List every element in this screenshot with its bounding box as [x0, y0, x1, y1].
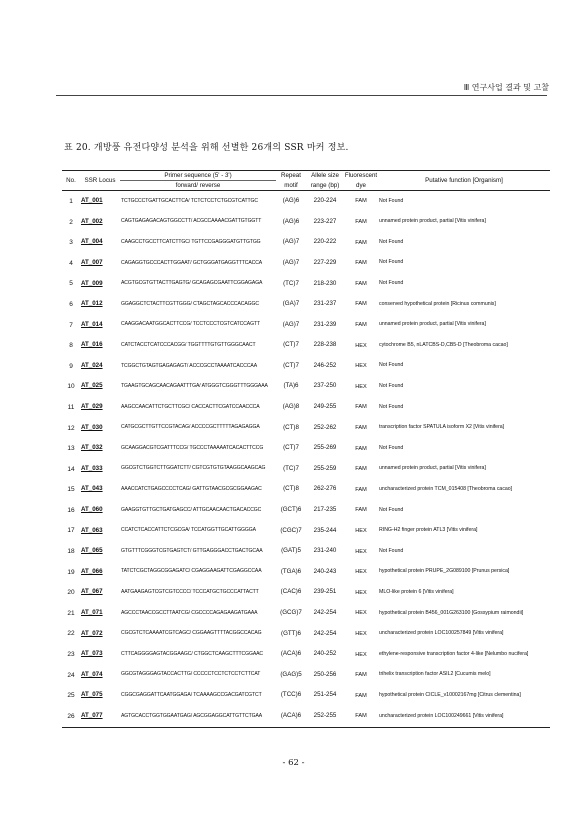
fluorescent-dye: HEX	[355, 342, 367, 349]
fluorescent-dye: FAM	[355, 239, 367, 246]
allele-size: 246-252	[313, 361, 337, 369]
ssr-locus: AT_067	[81, 588, 103, 596]
fluorescent-dye: FAM	[355, 280, 367, 287]
table-row	[62, 459, 550, 480]
header-rule	[56, 95, 547, 96]
table-row	[62, 562, 550, 583]
ssr-locus: AT_024	[81, 361, 103, 369]
ssr-locus: AT_033	[81, 464, 103, 472]
ssr-locus: AT_074	[81, 670, 103, 678]
ssr-marker-table	[62, 170, 550, 728]
repeat-motif: (TC)7	[283, 464, 299, 472]
putative-function: unnamed protein product, partial [Vitis vinifera]	[379, 218, 486, 225]
repeat-motif: (CT)8	[283, 423, 299, 431]
row-number: 5	[69, 280, 73, 288]
ssr-locus: AT_073	[81, 650, 103, 658]
putative-function: Not Found	[379, 444, 404, 451]
row-number: 3	[69, 239, 73, 247]
ssr-locus: AT_012	[81, 300, 103, 308]
primer-sequence: AATGAAGAGTCGTCGTCCCC/ TCCCATGCTGCCCATTACTT	[121, 589, 259, 596]
table-caption: 표 20. 개방풍 유전다양성 분석을 위해 선별한 26개의 SSR 마커 정보.	[64, 143, 349, 153]
putative-function: Not Found	[379, 362, 404, 369]
ssr-locus: AT_075	[81, 691, 103, 699]
putative-function: ethylene-responsive transcription factor 4-like [Nelumbo nucifera]	[379, 650, 529, 657]
table-row	[62, 480, 550, 501]
putative-function: unnamed protein product, partial [Vitis vinifera]	[379, 465, 486, 472]
row-number: 9	[69, 362, 73, 370]
allele-size: 231-240	[313, 547, 337, 555]
putative-function: MLO-like protein 6 [Vitis vinifera]	[379, 588, 454, 595]
table-row	[62, 706, 550, 727]
putative-function: Not Found	[379, 238, 404, 245]
putative-function: Not Found	[379, 280, 404, 287]
repeat-motif: (TCC)6	[280, 691, 302, 699]
table-row	[62, 665, 550, 686]
putative-function: Not Found	[379, 383, 404, 390]
allele-size: 217-235	[313, 506, 337, 514]
primer-sequence: GGAGGCTCTACTTCGTTGGG/ CTAGCTAGCACCCACAGGC	[121, 300, 259, 307]
table-row	[62, 438, 550, 459]
fluorescent-dye: FAM	[355, 198, 367, 205]
row-number: 25	[67, 692, 75, 700]
fluorescent-dye: FAM	[355, 692, 367, 699]
allele-size: 228-238	[313, 341, 337, 349]
ssr-locus: AT_014	[81, 320, 103, 328]
repeat-motif: (GAG)5	[280, 670, 302, 678]
repeat-motif: (AG)8	[282, 403, 300, 411]
table-row	[62, 356, 550, 377]
page-number: - 62 -	[282, 758, 305, 768]
primer-sequence: AGTGCACCTGGTGGAATGAG/ AGCGGAGGCATTGTTCTGAA	[120, 706, 276, 727]
fluorescent-dye: FAM	[355, 404, 367, 411]
running-head: Ⅲ 연구사업 결과 및 고찰	[463, 83, 549, 92]
allele-size: 223-227	[313, 217, 337, 225]
primer-sequence: GGCGTAGGGAGTACCACTTG/ CCCCCTCCTCTCCTCTTCAT	[121, 671, 261, 678]
ssr-locus: AT_071	[81, 609, 103, 617]
repeat-motif: (AG)6	[282, 197, 300, 205]
ssr-locus: AT_002	[81, 217, 103, 225]
repeat-motif: (AG)7	[282, 320, 300, 328]
fluorescent-dye: HEX	[355, 589, 367, 596]
allele-size: 250-256	[313, 670, 337, 678]
primer-sequence: AGCCCTAACCGCCTTAATCG/ CGCCCCAGAGAAGATGAAA	[121, 609, 258, 616]
primer-sequence: CCATCTCACCATTCTCGCGA/ TCCATGGTTGCATTGGGGA	[121, 527, 256, 534]
allele-size: 220-222	[313, 238, 337, 246]
row-number: 12	[67, 424, 75, 432]
row-number: 17	[67, 527, 75, 535]
fluorescent-dye: HEX	[355, 630, 367, 637]
row-number: 19	[67, 568, 75, 576]
row-number: 20	[67, 589, 75, 597]
header-repeat: Repeat	[276, 171, 306, 181]
ssr-locus: AT_016	[81, 341, 103, 349]
allele-size: 235-244	[313, 526, 337, 534]
fluorescent-dye: HEX	[355, 569, 367, 576]
primer-sequence: GCAAGGACGTCGATTTCCG/ TGCCCTAAAAATCACACTTCCG	[121, 444, 264, 451]
fluorescent-dye: FAM	[355, 445, 367, 452]
putative-function: Not Found	[379, 506, 404, 513]
row-number: 22	[67, 630, 75, 638]
primer-sequence: TGAAGTGCAGCAACAGAATTTGA/ ATGGGTCGGGTTTGGGAAA	[121, 383, 268, 390]
repeat-motif: (CT)7	[283, 341, 299, 349]
row-number: 1	[69, 197, 73, 205]
table-row	[62, 232, 550, 253]
table-row	[62, 335, 550, 356]
header-dye-sub: dye	[344, 181, 378, 191]
row-number: 4	[69, 259, 73, 267]
row-number: 6	[69, 300, 73, 308]
table-row	[62, 603, 550, 624]
primer-sequence: CGGCGAGGATTCAATGGAGA/ TCAAAAGCCGACGATCGTCT	[121, 692, 262, 698]
primer-sequence: TATCTCGCTAGGCGGAGATC/ CGAGGAAGATTCGAGGCCAA	[121, 568, 262, 575]
header-function: Putative function [Organism]	[378, 171, 550, 191]
primer-sequence: CAGTGAGAGACAGTGGCCTT/ ACGCCAAAACGATTGTGGTT	[121, 218, 262, 225]
ssr-locus: AT_043	[81, 485, 103, 493]
table-row	[62, 294, 550, 315]
primer-sequence: GGCGTCTGGTCTTGGATCTT/ CGTCGTGTGTAAGGCAAGCAG	[121, 465, 266, 472]
fluorescent-dye: FAM	[355, 672, 367, 679]
putative-function: cytochrome B5, nLATCBS-D,CB5-D [Theobroma cacao]	[379, 341, 508, 348]
putative-function: hypothetical protein CICLE_v10002167mg [Citrus clementina]	[379, 691, 521, 698]
primer-sequence: ACGTGCGTGTTACTTGAGTG/ GCAGAGCGAATTCGGAGAGA	[121, 280, 263, 287]
table-row	[62, 624, 550, 645]
primer-sequence: AAGCCAACATTCTGCTTCGC/ CACCACTTCGATCCAACCCA	[121, 403, 260, 410]
row-number: 14	[67, 465, 75, 473]
repeat-motif: (GA)7	[282, 300, 300, 308]
table-row	[62, 212, 550, 233]
repeat-motif: (GCG)7	[280, 609, 302, 617]
repeat-motif: (TGA)6	[280, 567, 302, 575]
primer-sequence: GAAGGTGTTGCTGATGAGCC/ ATTGCAACAACTGACACCGC	[121, 506, 262, 513]
repeat-motif: (AG)7	[282, 258, 300, 266]
row-number: 24	[67, 671, 75, 679]
primer-sequence: TCTGCCCTGATTGCACTTCA/ TCTCTCCTCTGCGTCATTGC	[121, 197, 258, 204]
allele-size: 239-251	[313, 588, 337, 596]
ssr-locus: AT_009	[81, 279, 103, 287]
header-locus: SSR Locus	[80, 171, 120, 191]
repeat-motif: (CT)7	[283, 444, 299, 452]
ssr-locus: AT_072	[81, 629, 103, 637]
ssr-locus: AT_065	[81, 547, 103, 555]
row-number: 21	[67, 609, 75, 617]
table-row	[62, 315, 550, 336]
repeat-motif: (CAC)6	[280, 588, 302, 596]
table-row	[62, 686, 550, 707]
repeat-motif: (TC)7	[283, 279, 299, 287]
ssr-locus: AT_004	[81, 238, 103, 246]
repeat-motif: (CT)8	[283, 485, 299, 493]
table-row	[62, 521, 550, 542]
header-primer: Primer sequence (5' - 3')	[120, 171, 276, 181]
putative-function: unnamed protein product, partial [Vitis vinifera]	[379, 321, 486, 328]
ssr-locus: AT_030	[81, 423, 103, 431]
table-row	[62, 274, 550, 295]
putative-function: uncharacterized protein LOC100249661 [Vitis vinifera]	[378, 706, 550, 727]
fluorescent-dye: HEX	[355, 363, 367, 370]
allele-size: 252-255	[306, 706, 344, 727]
fluorescent-dye: HEX	[355, 383, 367, 390]
fluorescent-dye: FAM	[355, 322, 367, 329]
fluorescent-dye: HEX	[355, 610, 367, 617]
putative-function: Not Found	[379, 547, 404, 554]
table-body	[62, 191, 550, 727]
fluorescent-dye: FAM	[355, 219, 367, 226]
header-size: Allele size	[306, 171, 344, 181]
row-number: 18	[67, 548, 75, 556]
allele-size: 231-237	[313, 300, 337, 308]
fluorescent-dye: FAM	[355, 486, 367, 493]
primer-sequence: TCGGCTGTAGTGAGAGAGT/ ACCCGCCTAAAATCACCCAA	[121, 362, 257, 369]
repeat-motif: (ACA)6	[276, 706, 306, 727]
putative-function: Not Found	[379, 403, 404, 410]
fluorescent-dye: FAM	[355, 507, 367, 514]
fluorescent-dye: HEX	[355, 548, 367, 555]
allele-size: 262-276	[313, 485, 337, 493]
header-dye: Fluorescent	[344, 172, 378, 180]
ssr-locus: AT_029	[81, 403, 103, 411]
putative-function: conserved hypothetical protein [Ricinus communis]	[379, 300, 496, 307]
ssr-locus: AT_001	[81, 197, 103, 205]
ssr-locus: AT_060	[81, 506, 103, 514]
table-header	[62, 171, 550, 191]
table-row	[62, 644, 550, 665]
allele-size: 240-252	[313, 650, 337, 658]
primer-sequence: GTGTTTCGGGTCGTGAGTCT/ GTTGAGGGACCTGACTGCAA	[121, 547, 263, 554]
header-no: No.	[62, 171, 80, 191]
ssr-locus: AT_025	[81, 382, 103, 390]
table-row	[62, 418, 550, 439]
allele-size: 251-254	[313, 691, 337, 699]
table-row	[62, 191, 550, 212]
repeat-motif: (ACA)6	[280, 650, 302, 658]
repeat-motif: (AG)7	[282, 238, 300, 246]
putative-function: trihelix transcription factor ASIL2 [Cucumis melo]	[379, 671, 491, 678]
allele-size: 249-255	[313, 403, 337, 411]
allele-size: 252-262	[313, 423, 337, 431]
header-primer-sub: forward/ reverse	[120, 181, 276, 191]
putative-function: RING-H2 finger protein ATL3 [Vitis vinifera]	[379, 527, 478, 534]
repeat-motif: (GTT)6	[281, 629, 301, 637]
row-number: 15	[67, 486, 75, 494]
row-number: 23	[67, 651, 75, 659]
row-number: 7	[69, 321, 73, 329]
primer-sequence: AAACCATCTGAGCCCCTCAG/ GATTGTAACGCGCGGAAGAC	[121, 486, 262, 493]
putative-function: uncharacterized protein LOC100257849 [Vitis vinifera]	[379, 630, 504, 637]
repeat-motif: (CT)7	[283, 361, 299, 369]
primer-sequence: CGCGTCTCAAAATCGTCAGC/ CGGAAGTTTTACGGCCACAG	[121, 630, 262, 637]
row-number: 8	[69, 342, 73, 350]
putative-function: Not Found	[379, 259, 404, 266]
row-number: 11	[67, 403, 75, 411]
allele-size: 220-224	[313, 197, 337, 205]
repeat-motif: (AG)6	[282, 217, 300, 225]
primer-sequence: CTTCAGGGGAGTACGGAAGC/ CTGGCTCAAGCTTTCGGAAC	[121, 650, 264, 657]
fluorescent-dye: HEX	[355, 651, 367, 658]
ssr-locus: AT_007	[81, 258, 103, 266]
allele-size: 255-269	[313, 444, 337, 452]
fluorescent-dye: FAM	[344, 706, 378, 727]
ssr-locus: AT_066	[81, 567, 103, 575]
primer-sequence: CAAGGACAATGGCACTTCCG/ TCCTCCCTCGTCATCCAGTT	[121, 321, 260, 328]
putative-function: hypothetical protein PRUPE_2G089100 [Prunus persica]	[379, 568, 510, 575]
table-row	[62, 397, 550, 418]
repeat-motif: (GAT)5	[281, 547, 301, 555]
putative-function: uncharacterized protein TCM_015408 [Theobroma cacao]	[379, 486, 513, 492]
repeat-motif: (GCT)6	[280, 506, 302, 514]
ssr-locus: AT_032	[81, 444, 103, 452]
putative-function: hypothetical protein B456_001G263100 [Gossypium raimondii]	[379, 609, 524, 616]
table-row	[62, 253, 550, 274]
header-size-sub: range (bp)	[306, 181, 344, 191]
primer-sequence: CAGAGGTGCCCACTTGGAAT/ GCTGGGATGAGGTTTCACCA	[121, 259, 263, 266]
fluorescent-dye: HEX	[355, 527, 367, 534]
fluorescent-dye: FAM	[355, 466, 367, 473]
primer-sequence: CAAGCCTGCCTTCATCTTGC/ TGTTCCGAGGGATGTTGTGG	[121, 238, 261, 245]
row-number: 2	[69, 218, 73, 226]
allele-size: 237-250	[313, 382, 337, 390]
table-row	[62, 541, 550, 562]
fluorescent-dye: FAM	[355, 301, 367, 308]
row-number: 13	[67, 445, 75, 453]
row-number: 16	[67, 506, 75, 514]
fluorescent-dye: FAM	[355, 260, 367, 267]
repeat-motif: (TA)6	[283, 382, 299, 390]
ssr-locus: AT_063	[81, 526, 103, 534]
ssr-locus: AT_077	[80, 706, 120, 727]
primer-sequence: CATGCGCTTGTTCCGTACAG/ ACCCCGCTTTTTAGAGAGGA	[121, 424, 260, 431]
allele-size: 255-259	[313, 464, 337, 472]
allele-size: 240-243	[313, 567, 337, 575]
allele-size: 227-229	[313, 258, 337, 266]
allele-size: 242-254	[313, 609, 337, 617]
primer-sequence: CATCTACCTCATCCCACGG/ TGGTTTTGTGTTGGGCAACT	[121, 341, 256, 348]
table-row	[62, 500, 550, 521]
putative-function: transcription factor SPATULA isoform X2 [Vitis vinifera]	[379, 424, 505, 431]
row-number: 10	[67, 383, 75, 391]
allele-size: 231-239	[313, 320, 337, 328]
table-row	[62, 583, 550, 604]
allele-size: 242-254	[313, 629, 337, 637]
allele-size: 218-230	[313, 279, 337, 287]
repeat-motif: (CGC)7	[280, 526, 302, 534]
row-number: 26	[62, 706, 80, 727]
table-row	[62, 377, 550, 398]
header-repeat-sub: motif	[276, 181, 306, 191]
fluorescent-dye: FAM	[355, 425, 367, 431]
putative-function: Not Found	[379, 197, 404, 204]
